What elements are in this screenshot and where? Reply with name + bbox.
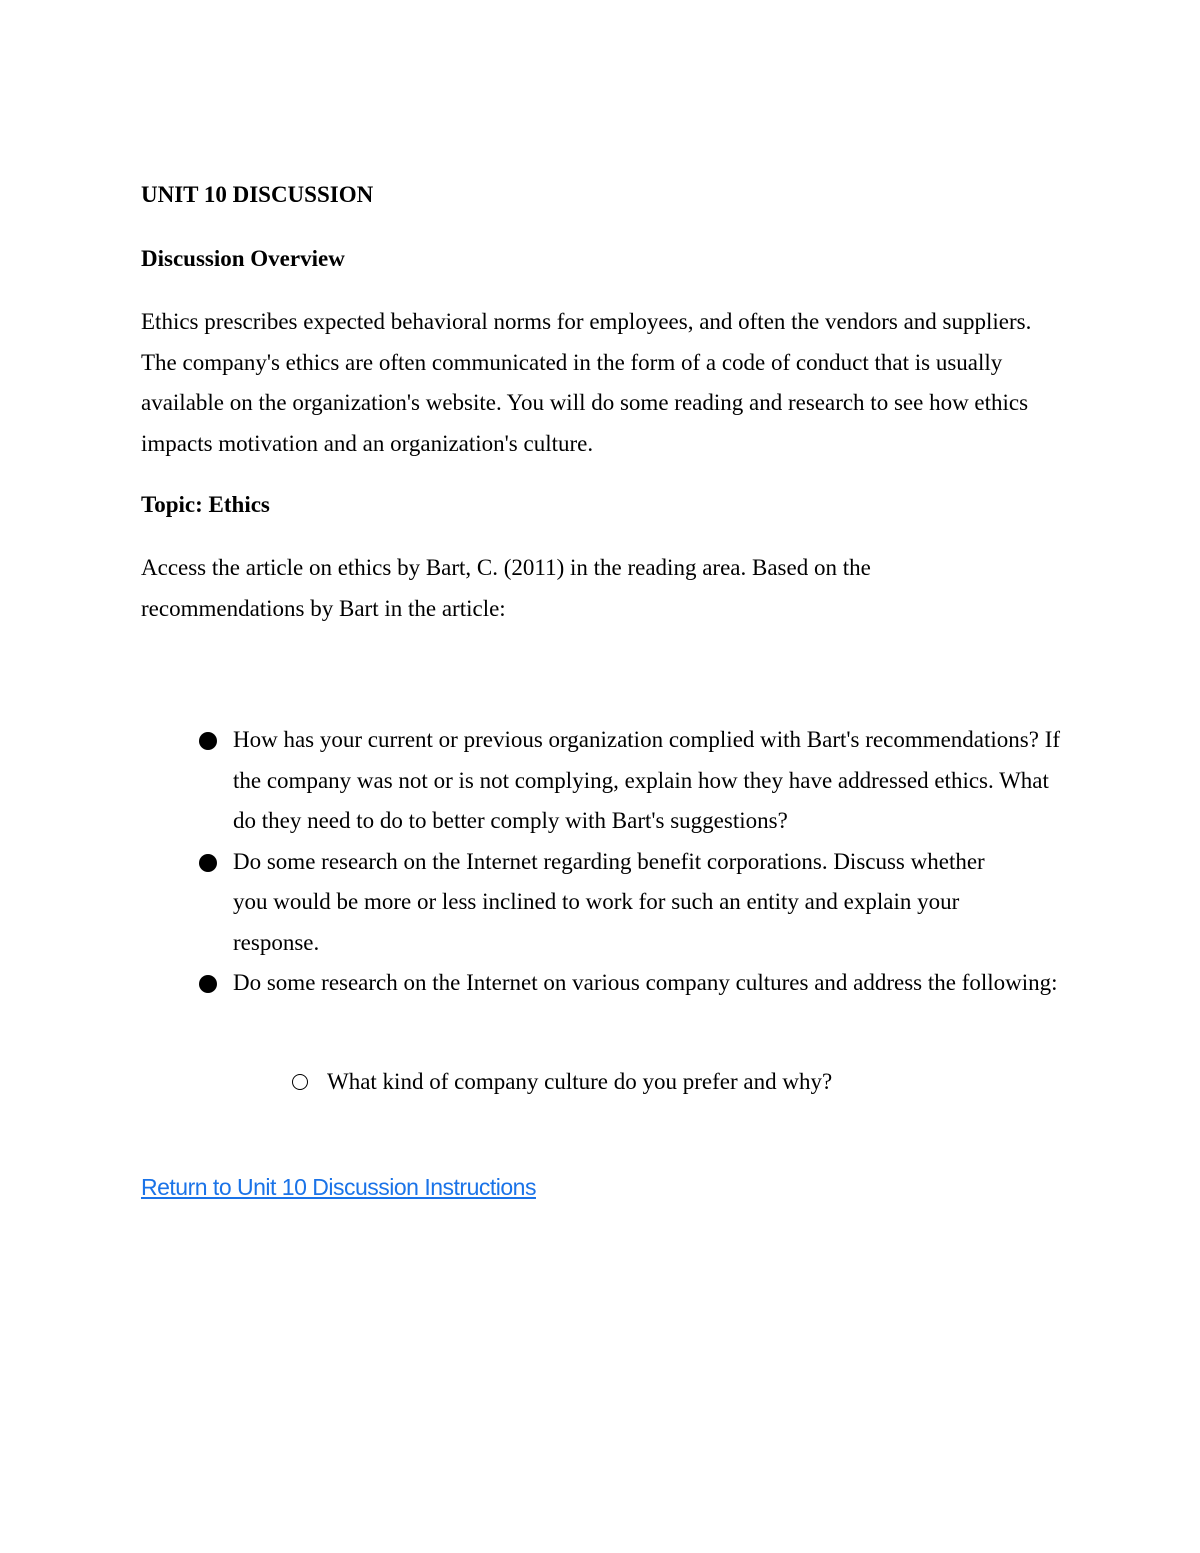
sub-list-item <box>141 1062 1061 1103</box>
list-item-text: Do some research on the Internet on various company cultures and address the following: <box>233 970 1058 995</box>
question-list <box>141 720 1061 1004</box>
bullet-icon <box>199 732 217 750</box>
topic-heading: Topic: Ethics <box>141 492 270 517</box>
list-item <box>141 842 1061 964</box>
document-page <box>141 178 1061 1204</box>
return-link[interactable]: Return to Unit 10 Discussion Instructions <box>141 1174 536 1200</box>
hollow-bullet-icon <box>292 1074 308 1090</box>
document-title: UNIT 10 DISCUSSION <box>141 182 374 207</box>
list-item <box>141 720 1061 842</box>
bullet-icon <box>199 854 217 872</box>
topic-intro-paragraph: Access the article on ethics by Bart, C. (2011) in the reading area. Based on the recommendations by Bart in the article: <box>141 555 871 621</box>
sub-list-item-text: What kind of company culture do you prefer and why? <box>327 1068 833 1094</box>
overview-heading: Discussion Overview <box>141 246 345 271</box>
sub-question-list <box>141 1062 1061 1103</box>
return-link-container <box>141 1170 1061 1204</box>
overview-paragraph: Ethics prescribes expected behavioral norms for employees, and often the vendors and suppliers. The company's ethics are often communicated in the form of a code of conduct that is usually available on the organization's website. You will do some reading and research to see how ethics impacts motivation and an organization's culture. <box>141 309 1032 456</box>
list-item-text: How has your current or previous organization complied with Bart's recommendations? If the company was not or is not complying, explain how they have addressed ethics. What do they need to do to better comply with Bart's suggestions? <box>233 727 1061 833</box>
bullet-icon <box>199 975 217 993</box>
list-item <box>141 963 1061 1004</box>
list-item-text: Do some research on the Internet regarding benefit corporations. Discuss whether you would be more or less inclined to work for such an entity and explain your response. <box>233 848 985 955</box>
